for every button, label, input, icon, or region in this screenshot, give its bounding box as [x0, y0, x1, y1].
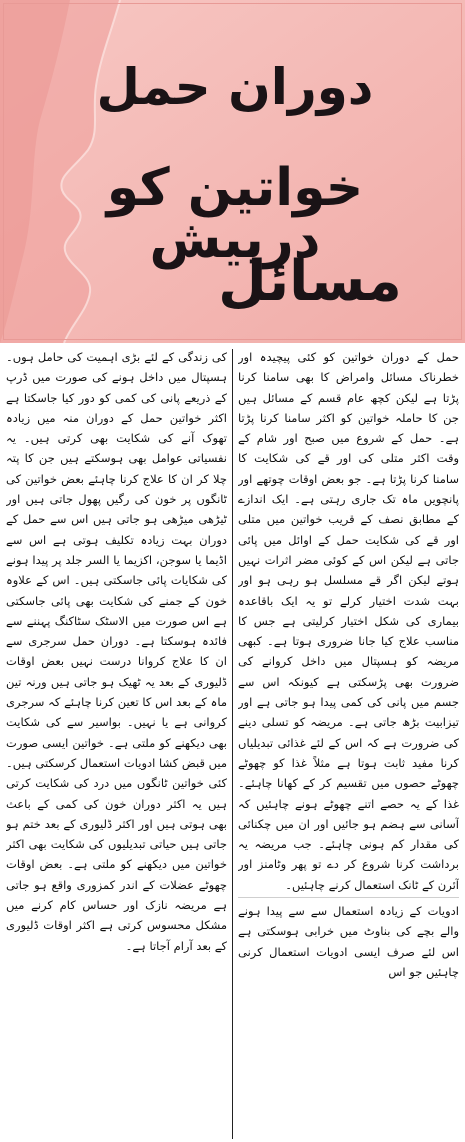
article-body — [0, 343, 465, 1142]
title-banner — [0, 0, 465, 343]
paragraph: کی زندگی کے لئے بڑی اہمیت کی حامل ہوں۔ ہسپتال میں داخل ہونے کی صورت میں ڈرپ کے ذریعے پانی کی کمی کو دور کیا جاسکتا ہے اکثر خواتین حمل کے دوران منہ میں زیادہ تھوک آنے کی شکایت بھی کرتی ہیں۔ یہ نفسیاتی عوامل بھی ہوسکتے ہیں جن کا پتہ چلا کر ان کا علاج کرنا چاہئے بعض خواتین کی ٹانگوں پر خون کی رگیں پھول جاتی ہیں اور ٹیڑھی میڑھی ہو جاتی ہیں اس سے حمل کے دوران بہت زیادہ تکلیف ہوتی ہے اس سے اڈیما یا سوجن، اکزیما یا السر جلد پر پیدا ہونے کی شکایات پائی جاسکتی ہیں۔ اس کے علاوہ خون کے جمنے کی شکایت بھی پائی جاسکتی ہے اس صورت میں الاسٹک سٹاکنگ پہننے سے فائدہ ہوسکتا ہے۔ دوران حمل سرجری سے ان کا علاج کروانا درست نہیں بعض اوقات ڈلیوری کے بعد یہ ٹھیک ہو جاتی ہیں ورنہ تین ماہ کے بعد اس کا تعین کرنا چاہئے کہ سرجری کروانی ہے یا نہیں۔ بواسیر سے کی شکایت بھی دیکھنے کو ملتی ہے۔ خواتین ایسی صورت میں قبض کشا ادویات استعمال کرسکتی ہیں۔ کئی خواتین ٹانگوں میں درد کی شکایت کرتی ہیں یہ اکثر دوران خون کی کمی کے باعث بھی ہوتی ہیں اور اکثر ڈلیوری کے بعد ختم ہو جاتی ہیں حیاتی تبدیلیوں کی شکایت بھی اکثر خواتین میں دیکھنے کو ملتی ہے۔ بعض اوقات چھوٹے عضلات کے اندر کمزوری واقع ہو جاتی ہے مریضہ نازک اور حساس کام کرنے میں مشکل محسوس کرتی ہے اکثر اوقات ڈلیوری کے بعد آرام آجاتا ہے۔ — [6, 350, 227, 953]
headline-line-3: مسائل — [218, 249, 402, 314]
column-divider — [232, 349, 233, 1139]
paragraph: ادویات کے زیادہ استعمال سے سے پیدا ہونے والے بچے کی بناوٹ میں خرابی ہوسکتی ہے اس لئے صرف ایسی ادویات استعمال کرنی چاہئیں جو اس — [238, 904, 459, 979]
article-column-left — [6, 347, 227, 1139]
article-column-right — [238, 347, 459, 1139]
paragraph: حمل کے دوران خواتین کو کئی پیچیدہ اور خطرناک مسائل وامراض کا بھی سامنا کرنا پڑتا ہے لیکن کچھ عام قسم کے مسائل ہیں جن کا حاملہ خواتین کو اکثر سامنا کرنا پڑتا ہے۔ حمل کے شروع میں صبح اور شام کے وقت اکثر متلی کی اور قے کی شکایت کا سامنا کرنا پڑتا ہے۔ جو بعض اوقات چوتھے اور پانچویں ماہ تک جاری رہتی ہے۔ ایک اندازے کے مطابق نصف کے قریب خواتین میں متلی اور قے کی شکایت حمل کے اوائل میں پائی جاتی ہے لیکن اس کے کوئی مضر اثرات نہیں ہوتے لیکن اگر قے مسلسل ہو رہی ہو اور بہت شدت اختیار کرلے تو یہ ایک باقاعدہ بیماری کی شکل اختیار کرلیتی ہے جس کا مناسب علاج کیا جانا ضروری ہوتا ہے۔ کبھی مریضہ کو ہسپتال میں داخل کروانے کی ضرورت بھی پڑسکتی ہے کیونکہ اس سے جسم میں پانی کی کمی پیدا ہو جاتی ہے اور تیزابیت بڑھ جاتی ہے۔ مریضہ کو تسلی دینے کی ضرورت ہے کہ اس کے لئے غذائی تبدیلیاں کرنا مفید ثابت ہوتا ہے مثلاً غذا کو چھوٹے چھوٹے حصوں میں تقسیم کر کے کھانا چاہئے۔ غذا کے یہ حصے اتنے چھوٹے ہونے چاہئیں کہ آسانی سے ہضم ہو جائیں اور ان میں چکنائی کی مقدار کم ہونی چاہئے۔ جب مریضہ یہ برداشت کرنا شروع کر دے تو پھر وٹامنز اور آئرن کے ٹانک استعمال کرنے چاہئیں۔ — [238, 350, 459, 892]
headline-line-2: خواتین کو درپیش — [106, 158, 364, 270]
headline-line-1: دوران حمل — [96, 58, 374, 116]
paragraph-separator — [238, 897, 459, 898]
